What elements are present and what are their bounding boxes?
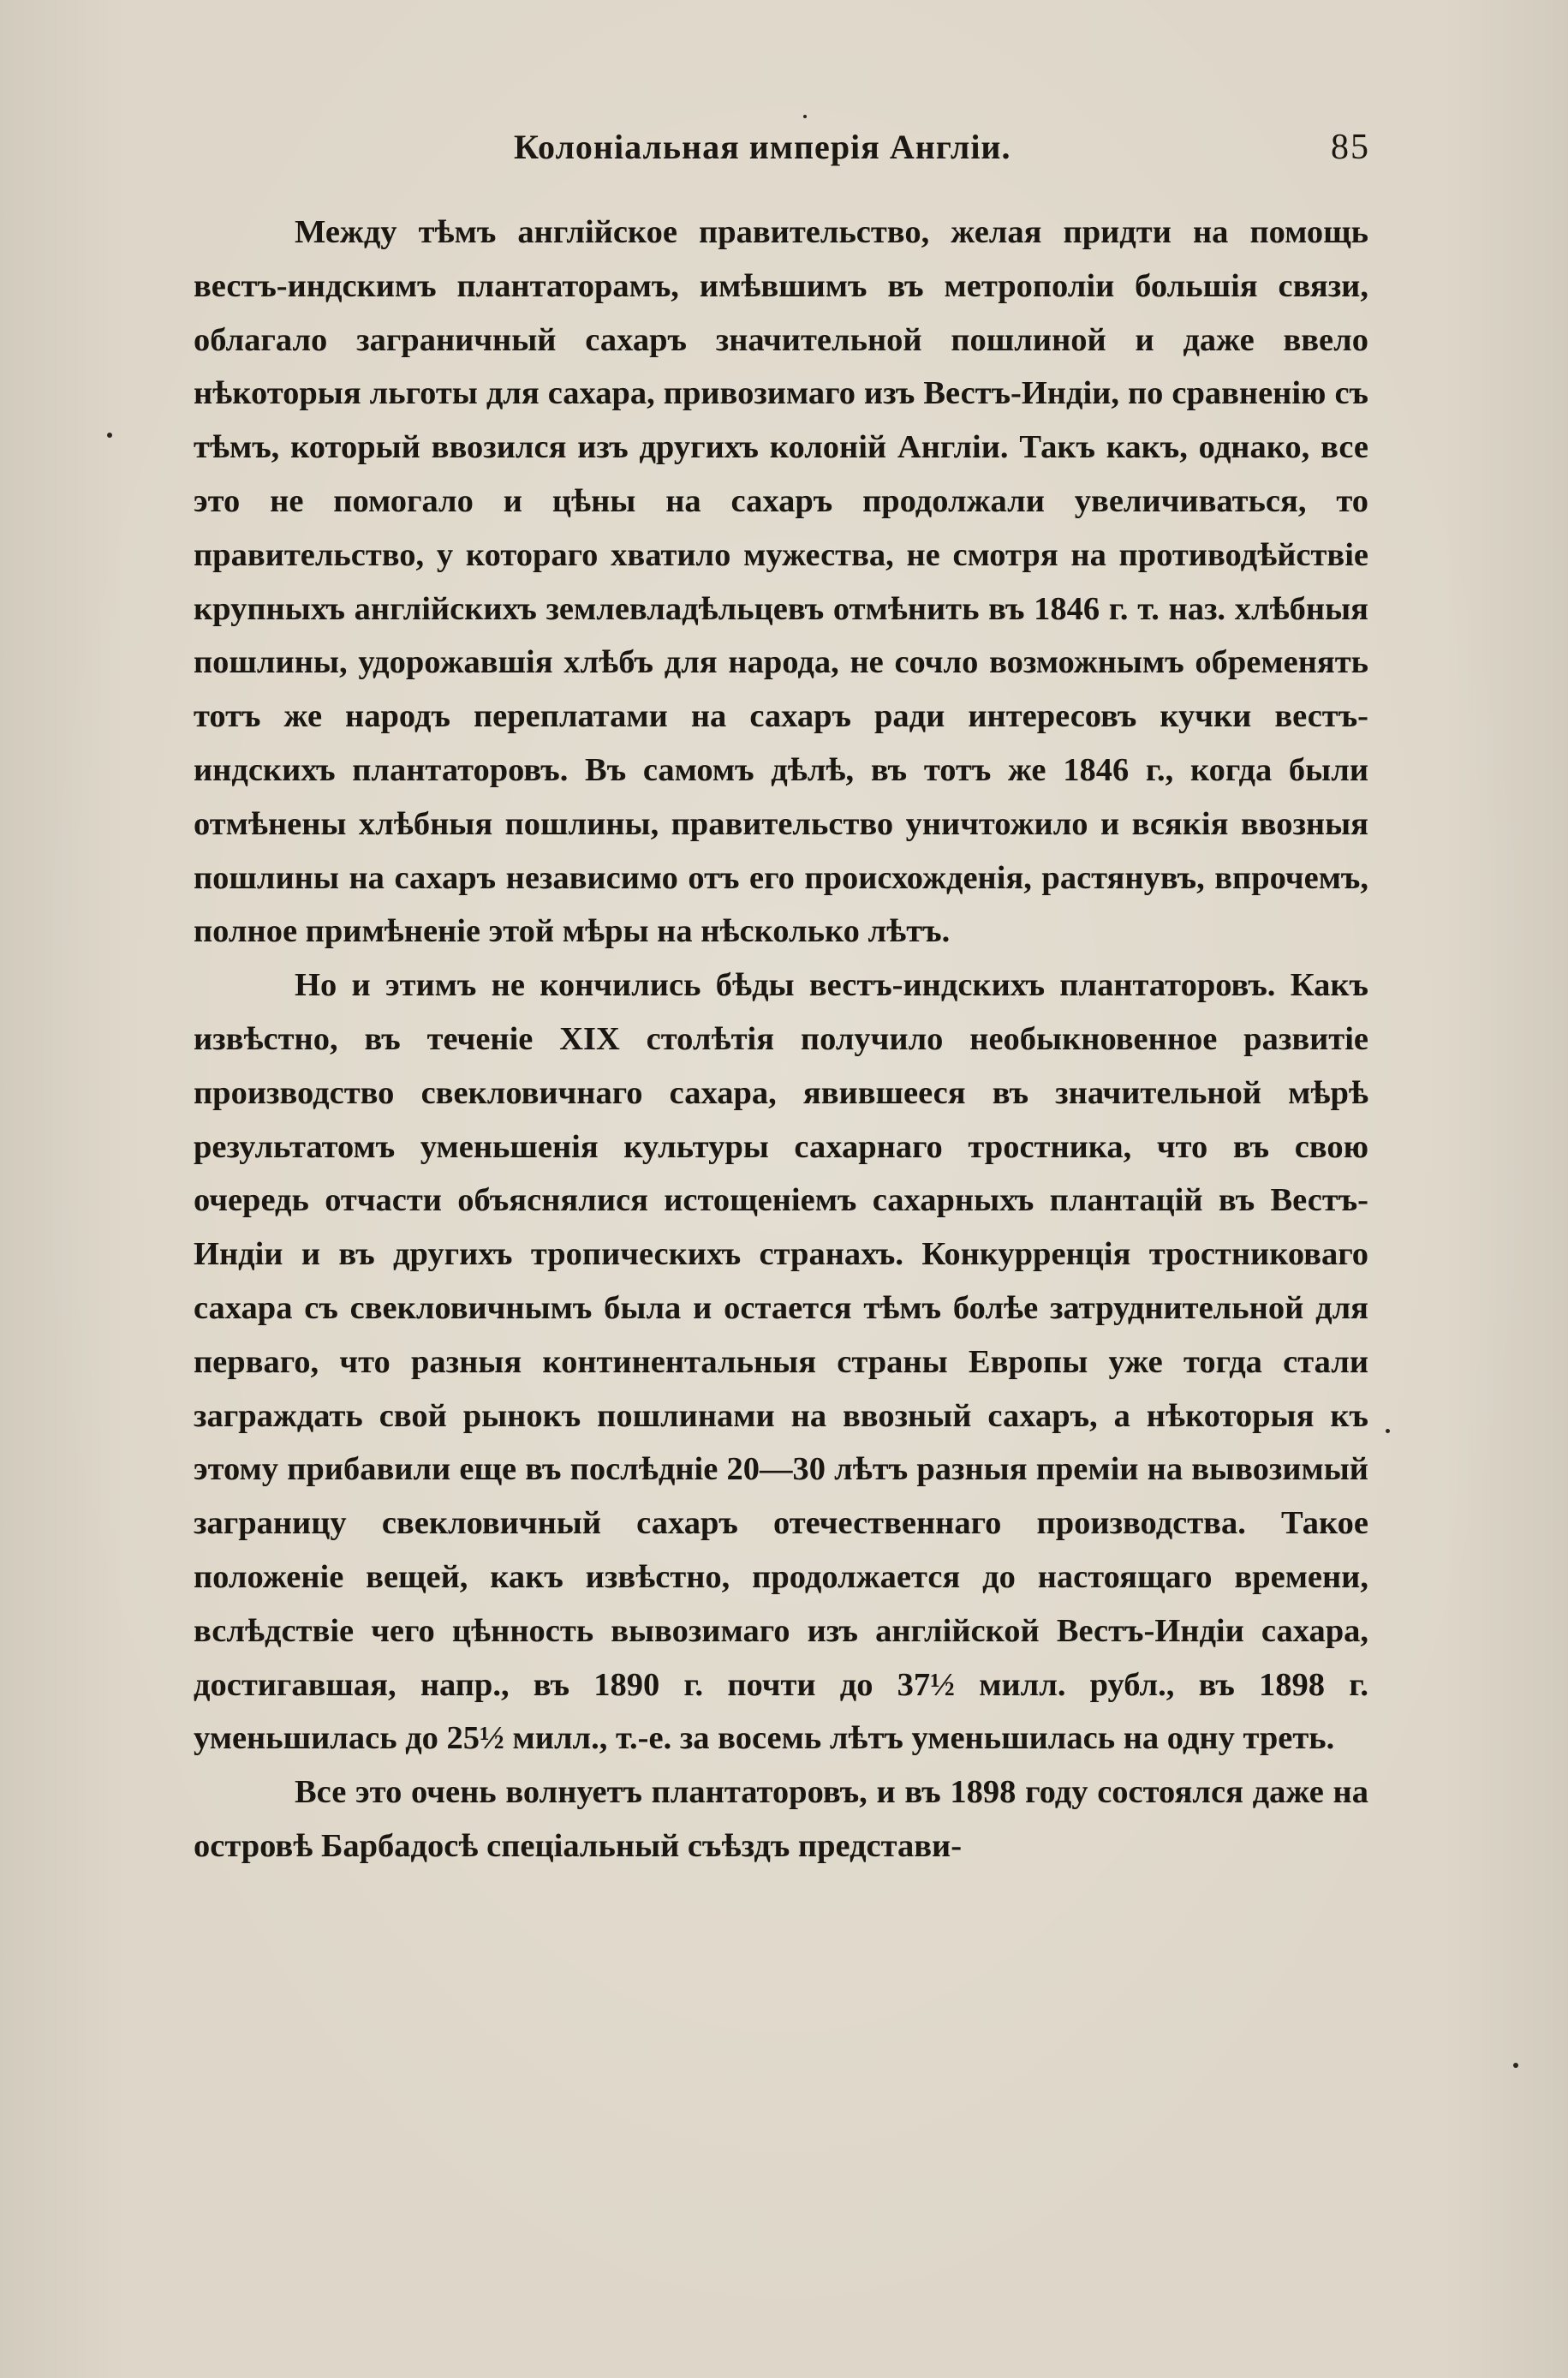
body-text (194, 206, 1368, 1873)
ink-speck (1513, 2063, 1518, 2068)
paragraph: Все это очень волнуетъ плантаторовъ, и въ 1898 году состоялся даже на островѣ Барбадосѣ спеціальный съѣздъ представи- (194, 1774, 1368, 1864)
paragraph: Между тѣмъ англійское правительство, желая придти на помощь вестъ-индскимъ плантаторамъ, имѣвшимъ въ метрополіи большія связи, облагало заграничный сахаръ значительной пошлиной и даже ввело нѣкоторыя льготы для сахара, привозимаго изъ Вестъ-Индіи, по сравненію съ тѣмъ, который ввозился изъ другихъ колоній Англіи. Такъ какъ, однако, все это не помогало и цѣны на сахаръ продолжали увеличиваться, то правительство, у котораго хватило мужества, не смотря на противодѣйствіе крупныхъ англійскихъ землевладѣльцевъ отмѣнить въ 1846 г. т. наз. хлѣбныя пошлины, удорожавшія хлѣбъ для народа, не сочло возможнымъ обременять тотъ же народъ переплатами на сахаръ ради интересовъ кучки вестъ-индскихъ плантаторовъ. Въ самомъ дѣлѣ, въ тотъ же 1846 г., когда были отмѣнены хлѣбныя пошлины, правительство уничтожило и всякія ввозныя пошлины на сахаръ независимо отъ его происхожденія, растянувъ, впрочемъ, полное примѣненіе этой мѣры на нѣсколько лѣтъ. (194, 214, 1368, 950)
running-title: Колоніальная имперія Англіи. (514, 128, 1011, 166)
ink-speck (803, 115, 807, 118)
paragraph: Но и этимъ не кончились бѣды вестъ-индскихъ плантаторовъ. Какъ извѣстно, въ теченіе XIX столѣтія получило необыкновенное развитіе производство свекловичнаго сахара, явившееся въ значительной мѣрѣ результатомъ уменьшенія культуры сахарнаго тростника, что въ свою очередь отчасти объяснялися истощеніемъ сахарныхъ плантацій въ Вестъ-Индіи и въ другихъ тропическихъ странахъ. Конкурренція тростниковаго сахара съ свекловичнымъ была и остается тѣмъ болѣе затруднительной для перваго, что разныя континентальныя страны Европы уже тогда стали заграждать свой рынокъ пошлинами на ввозный сахаръ, а нѣкоторыя къ этому прибавили еще въ послѣдніе 20—30 лѣтъ разныя преміи на вывозимый заграницу свекловичный сахаръ отечественнаго производства. Такое положеніе вещей, какъ извѣстно, продолжается до настоящаго времени, вслѣдствіе чего цѣнность вывозимаго изъ англійской Вестъ-Индіи сахара, достигавшая, напр., въ 1890 г. почти до 37½ милл. рубл., въ 1898 г. уменьшилась до 25½ милл., т.-е. за восемь лѣтъ уменьшилась на одну треть. (194, 967, 1368, 1757)
ink-speck (107, 433, 112, 438)
running-head (197, 127, 1370, 178)
page-number: 85 (1331, 128, 1370, 167)
ink-speck (1386, 1429, 1390, 1433)
